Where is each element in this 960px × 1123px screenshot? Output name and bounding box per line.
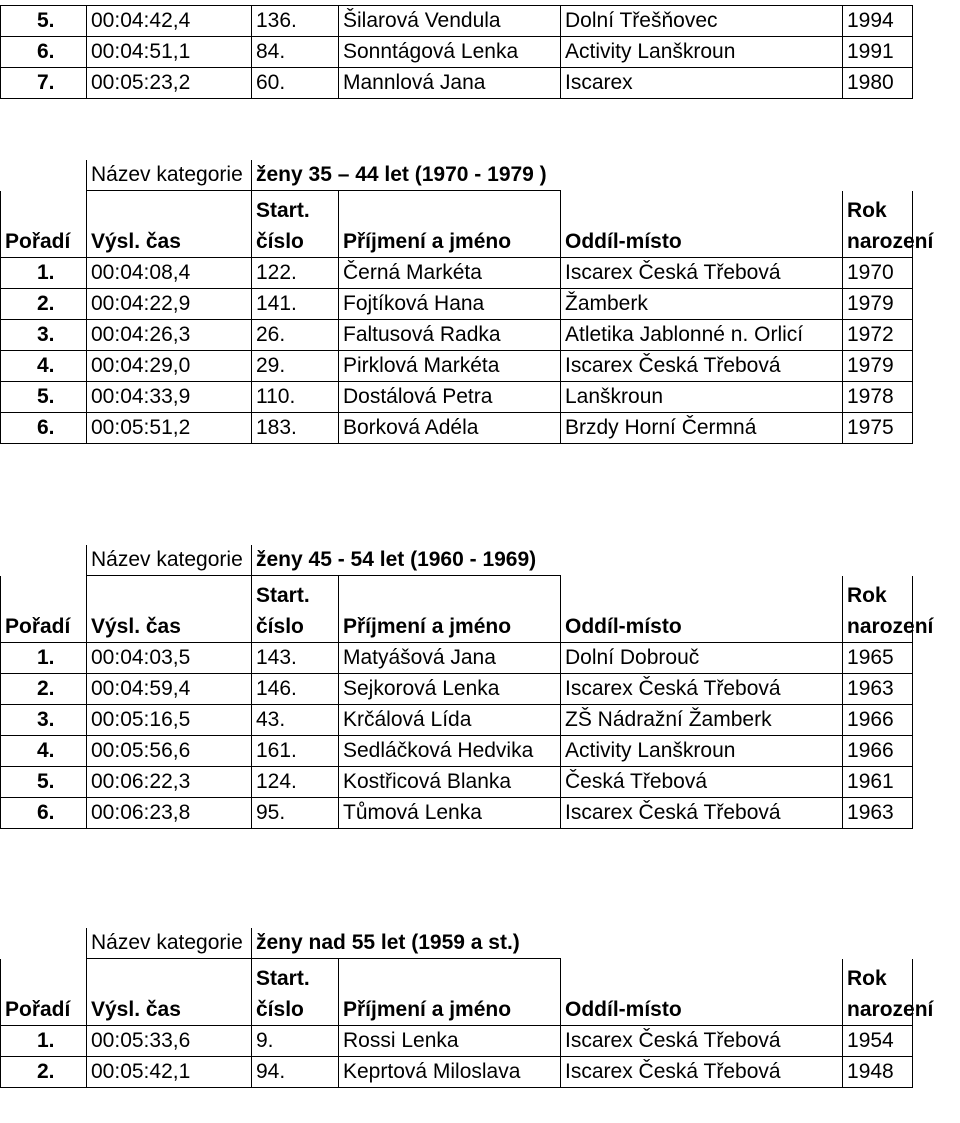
name-cell: Sejkorová Lenka [339, 674, 561, 705]
time-cell: 00:05:56,6 [87, 736, 252, 767]
name-cell: Rossi Lenka [339, 1026, 561, 1057]
category-name: ženy 45 - 54 let (1960 - 1969) [252, 545, 561, 576]
rank-cell: 4. [1, 736, 87, 767]
club-cell: ZŠ Nádražní Žamberk [561, 705, 843, 736]
table-row [1, 351, 913, 382]
start-number-cell: 122. [252, 258, 339, 289]
table-row [1, 798, 913, 829]
table-row [1, 37, 913, 68]
table-row [1, 68, 913, 99]
birth-year-cell: 1966 [843, 705, 913, 736]
time-cell: 00:06:23,8 [87, 798, 252, 829]
table-row [1, 258, 913, 289]
table-row [1, 643, 913, 674]
rank-cell: 7. [1, 68, 87, 99]
time-cell: 00:04:08,4 [87, 258, 252, 289]
time-cell: 00:05:51,2 [87, 413, 252, 444]
start-number-cell: 183. [252, 413, 339, 444]
rank-cell: 3. [1, 705, 87, 736]
birth-year-cell: 1975 [843, 413, 913, 444]
club-cell: Atletika Jablonné n. Orlicí [561, 320, 843, 351]
header-birth-year: Rok narození [843, 959, 913, 1026]
club-cell: Dolní Dobrouč [561, 643, 843, 674]
header-start-number: Start. číslo [252, 959, 339, 1026]
name-cell: Sedláčková Hedvika [339, 736, 561, 767]
time-cell: 00:04:26,3 [87, 320, 252, 351]
name-cell: Dostálová Petra [339, 382, 561, 413]
table-row [1, 674, 913, 705]
header-rank: Pořadí [1, 959, 87, 1026]
name-cell: Matyášová Jana [339, 643, 561, 674]
start-number-cell: 143. [252, 643, 339, 674]
name-cell: Fojtíková Hana [339, 289, 561, 320]
club-cell: Žamberk [561, 289, 843, 320]
header-club: Oddíl-místo [561, 959, 843, 1026]
name-cell: Sonntágová Lenka [339, 37, 561, 68]
results-table-continued [0, 5, 913, 99]
header-club: Oddíl-místo [561, 191, 843, 258]
category-header [1, 160, 913, 191]
header-rank: Pořadí [1, 191, 87, 258]
start-number-cell: 95. [252, 798, 339, 829]
rank-cell: 5. [1, 6, 87, 37]
birth-year-cell: 1961 [843, 767, 913, 798]
name-cell: Kostřicová Blanka [339, 767, 561, 798]
rank-cell: 4. [1, 351, 87, 382]
birth-year-cell: 1965 [843, 643, 913, 674]
club-cell: Iscarex Česká Třebová [561, 351, 843, 382]
header-birth-year: Rok narození [843, 191, 913, 258]
category-header [1, 545, 913, 576]
time-cell: 00:06:22,3 [87, 767, 252, 798]
name-cell: Pirklová Markéta [339, 351, 561, 382]
category-header [1, 928, 913, 959]
club-cell: Iscarex Česká Třebová [561, 1057, 843, 1088]
time-cell: 00:04:33,9 [87, 382, 252, 413]
start-number-cell: 43. [252, 705, 339, 736]
header-start-number: Start. číslo [252, 191, 339, 258]
start-number-cell: 110. [252, 382, 339, 413]
table-row [1, 413, 913, 444]
time-cell: 00:04:59,4 [87, 674, 252, 705]
start-number-cell: 9. [252, 1026, 339, 1057]
time-cell: 00:05:16,5 [87, 705, 252, 736]
start-number-cell: 146. [252, 674, 339, 705]
name-cell: Mannlová Jana [339, 68, 561, 99]
header-start-number: Start. číslo [252, 576, 339, 643]
table-row [1, 289, 913, 320]
name-cell: Tůmová Lenka [339, 798, 561, 829]
table-row [1, 6, 913, 37]
table-row [1, 736, 913, 767]
column-header-row [1, 191, 913, 258]
header-name: Příjmení a jméno [339, 191, 561, 258]
rank-cell: 6. [1, 37, 87, 68]
rank-cell: 1. [1, 1026, 87, 1057]
birth-year-cell: 1994 [843, 6, 913, 37]
category-name: ženy 35 – 44 let (1970 - 1979 ) [252, 160, 561, 191]
rank-cell: 2. [1, 289, 87, 320]
start-number-cell: 26. [252, 320, 339, 351]
birth-year-cell: 1980 [843, 68, 913, 99]
name-cell: Keprtová Miloslava [339, 1057, 561, 1088]
category-table-1 [0, 160, 934, 444]
time-cell: 00:05:23,2 [87, 68, 252, 99]
category-table-3 [0, 928, 934, 1088]
start-number-cell: 124. [252, 767, 339, 798]
club-cell: Iscarex Česká Třebová [561, 798, 843, 829]
table-row [1, 1057, 913, 1088]
category-table-2 [0, 545, 934, 829]
start-number-cell: 29. [252, 351, 339, 382]
name-cell: Šilarová Vendula [339, 6, 561, 37]
name-cell: Černá Markéta [339, 258, 561, 289]
club-cell: Lanškroun [561, 382, 843, 413]
column-header-row [1, 959, 913, 1026]
table-row [1, 1026, 913, 1057]
club-cell: Activity Lanškroun [561, 736, 843, 767]
time-cell: 00:04:51,1 [87, 37, 252, 68]
rank-cell: 3. [1, 320, 87, 351]
name-cell: Borková Adéla [339, 413, 561, 444]
start-number-cell: 136. [252, 6, 339, 37]
table-row [1, 705, 913, 736]
start-number-cell: 84. [252, 37, 339, 68]
start-number-cell: 60. [252, 68, 339, 99]
club-cell: Dolní Třešňovec [561, 6, 843, 37]
name-cell: Krčálová Lída [339, 705, 561, 736]
time-cell: 00:04:42,4 [87, 6, 252, 37]
club-cell: Iscarex Česká Třebová [561, 1026, 843, 1057]
start-number-cell: 141. [252, 289, 339, 320]
birth-year-cell: 1972 [843, 320, 913, 351]
rank-cell: 2. [1, 1057, 87, 1088]
header-name: Příjmení a jméno [339, 576, 561, 643]
rank-cell: 5. [1, 382, 87, 413]
table-row [1, 320, 913, 351]
rank-cell: 1. [1, 643, 87, 674]
time-cell: 00:05:33,6 [87, 1026, 252, 1057]
time-cell: 00:05:42,1 [87, 1057, 252, 1088]
birth-year-cell: 1970 [843, 258, 913, 289]
start-number-cell: 94. [252, 1057, 339, 1088]
header-time: Výsl. čas [87, 191, 252, 258]
birth-year-cell: 1991 [843, 37, 913, 68]
club-cell: Iscarex Česká Třebová [561, 258, 843, 289]
birth-year-cell: 1979 [843, 289, 913, 320]
birth-year-cell: 1963 [843, 798, 913, 829]
header-time: Výsl. čas [87, 576, 252, 643]
header-rank: Pořadí [1, 576, 87, 643]
rank-cell: 6. [1, 798, 87, 829]
category-name: ženy nad 55 let (1959 a st.) [252, 928, 561, 959]
birth-year-cell: 1978 [843, 382, 913, 413]
name-cell: Faltusová Radka [339, 320, 561, 351]
birth-year-cell: 1963 [843, 674, 913, 705]
birth-year-cell: 1948 [843, 1057, 913, 1088]
rank-cell: 5. [1, 767, 87, 798]
rank-cell: 2. [1, 674, 87, 705]
table-row [1, 767, 913, 798]
category-label: Název kategorie [87, 160, 252, 191]
header-name: Příjmení a jméno [339, 959, 561, 1026]
header-birth-year: Rok narození [843, 576, 913, 643]
birth-year-cell: 1966 [843, 736, 913, 767]
birth-year-cell: 1954 [843, 1026, 913, 1057]
club-cell: Brzdy Horní Čermná [561, 413, 843, 444]
category-label: Název kategorie [87, 928, 252, 959]
time-cell: 00:04:22,9 [87, 289, 252, 320]
rank-cell: 1. [1, 258, 87, 289]
column-header-row [1, 576, 913, 643]
time-cell: 00:04:03,5 [87, 643, 252, 674]
start-number-cell: 161. [252, 736, 339, 767]
club-cell: Activity Lanškroun [561, 37, 843, 68]
rank-cell: 6. [1, 413, 87, 444]
time-cell: 00:04:29,0 [87, 351, 252, 382]
header-time: Výsl. čas [87, 959, 252, 1026]
header-club: Oddíl-místo [561, 576, 843, 643]
category-label: Název kategorie [87, 545, 252, 576]
birth-year-cell: 1979 [843, 351, 913, 382]
club-cell: Iscarex Česká Třebová [561, 674, 843, 705]
club-cell: Česká Třebová [561, 767, 843, 798]
club-cell: Iscarex [561, 68, 843, 99]
table-row [1, 382, 913, 413]
